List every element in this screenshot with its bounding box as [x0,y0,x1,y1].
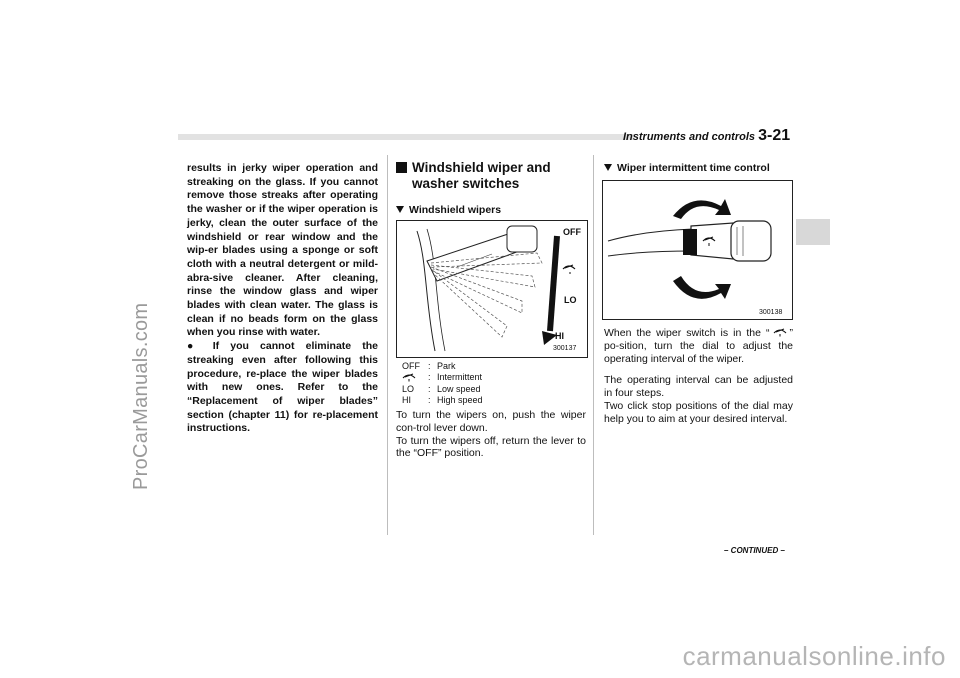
subsection-heading [604,162,796,174]
legend-sep: : [428,361,431,371]
figure-number: 300138 [759,309,783,316]
bottom-watermark: carmanualsonline.info [682,641,946,671]
legend-row [402,384,483,395]
legend-row [402,395,483,406]
continued-marker: – CONTINUED – [724,546,785,555]
section-heading-text: Windshield wiper and washer switches [412,160,551,191]
subsection-heading-text: Wiper intermittent time control [617,162,770,174]
legend-sep: : [428,394,431,405]
figure-interval-dial [602,180,793,320]
interval-text-a: When the wiper switch is in the “ [604,327,770,339]
intermittent-wiper-icon [402,372,416,382]
interval-text-b: ” po-sition, turn the dial to adjust the operating interval of the wiper. [604,327,793,365]
column-2 [396,160,586,216]
bullet: ● [187,340,202,353]
legend-sep: : [428,384,431,394]
legend-row [402,361,483,372]
column-1 [187,162,378,436]
legend-desc: Intermittent [437,371,483,382]
triangle-bullet-icon [396,206,404,213]
figure-number: 300137 [553,345,577,352]
section-title: Instruments and controls [623,131,756,143]
streaking-paragraph [187,340,378,436]
side-watermark: ProCarManuals.com [130,302,152,490]
subsection-heading [396,204,586,216]
legend-desc: High speed [437,394,483,405]
figure-wiper-switch [396,220,588,358]
column-3 [604,160,796,174]
legend-desc: Park [437,361,456,371]
square-bullet-icon [396,162,407,173]
interval-paragraph-3: Two click stop positions of the dial may help you to aim at your desired interval. [604,399,793,425]
cleaning-paragraph: results in jerky wiper operation and streaking on the glass. If you cannot remove those streaks after operating the washer or if the wiper operation is jerky, clean the outer surface of the windshield or rear window and the wip-er blades using a sponge or soft cloth with a neutral detergent or mild-abra-sive cleaner. After cleaning, rinse the window glass and wiper blades with clean water. The glass is clean if no beads form on the glass when you rinse with water. [187,162,378,339]
intermittent-wiper-icon [773,327,787,337]
page-number: 3-21 [758,127,791,144]
chapter-tab [796,219,830,245]
turn-on-paragraph: To turn the wipers on, push the wiper con-trol lever down. [396,409,586,434]
wiper-instructions [396,409,586,460]
intermittent-wiper-icon [563,265,575,274]
legend-desc: Low speed [437,384,481,394]
column-divider-1 [387,155,388,535]
wiper-legend [402,361,483,405]
rotate-up-arrow-icon [673,199,731,219]
header-rule [178,134,634,140]
label-off: OFF [563,227,581,237]
legend-key: LO [402,384,415,394]
label-lo: LO [564,295,577,305]
triangle-bullet-icon [604,164,612,171]
legend-sep: : [428,371,431,382]
section-heading [396,160,586,192]
legend-row [402,372,483,385]
subsection-heading-text: Windshield wipers [409,204,502,216]
label-hi: HI [555,331,564,341]
interval-dial-illustration [603,181,792,319]
rotate-down-arrow-icon [673,276,731,299]
streaking-text: If you cannot eliminate the streaking even after following this procedure, re-place the wiper blades with new ones. Refer to the “Replacement of wiper blades” section (chapter 11) for re-placement instructions. [187,340,379,435]
turn-off-paragraph: To turn the wipers off, return the lever to the “OFF” position. [396,434,586,460]
legend-key [402,372,428,385]
page-header [623,127,790,145]
column-divider-2 [593,155,594,535]
legend-key: HI [402,394,411,405]
interval-instructions [604,327,793,426]
legend-key: OFF [402,361,420,371]
interval-paragraph-1 [604,327,793,365]
interval-paragraph-2: The operating interval can be adjusted in four steps. [604,374,793,400]
